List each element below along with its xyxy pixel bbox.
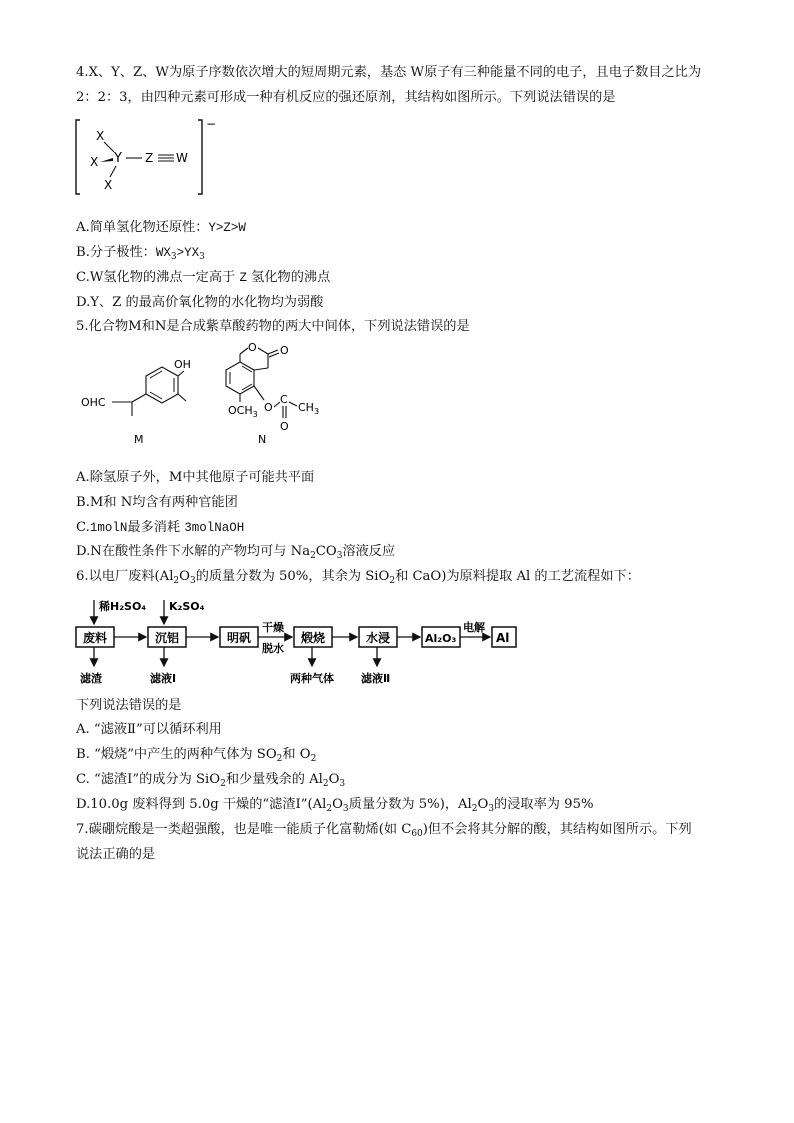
flow-out-filtrate1: 滤液Ⅰ xyxy=(150,672,177,685)
flow-label-dehydrate: 脱水 xyxy=(262,642,284,655)
q5-stem: 5.化合物M和N是合成紫草酸药物的两大中间体，下列说法错误的是 xyxy=(76,319,470,334)
n-ring-o: O xyxy=(248,341,257,354)
q5-option-d: D.N在酸性条件下水解的产物均可与 $Na_2CO_3$溶液反应 xyxy=(76,544,396,561)
q4-w-atom: W xyxy=(176,151,188,165)
q4-x-top: X xyxy=(96,129,105,143)
flow-reagent-k2so4: K₂SO₄ xyxy=(169,600,205,613)
q4-x-left: X xyxy=(90,155,99,169)
flow-box-waste: 废料 xyxy=(83,631,108,645)
n-ester-o: O xyxy=(264,401,273,414)
q4-option-d: D.Y、Z 的最高价氧化物的水化物均为弱酸 xyxy=(76,295,324,310)
q6-prompt: 下列说法错误的是 xyxy=(76,698,182,713)
q4-option-a: A.简单氢化物还原性：Y>Z>W xyxy=(76,220,246,235)
flow-box-leach: 水浸 xyxy=(366,631,391,645)
m-oh-label: OH xyxy=(174,358,191,371)
q5-option-b: B.M和 N均含有两种官能团 xyxy=(76,495,238,510)
q6-flowchart xyxy=(72,594,522,696)
q7-stem-line2: 说法正确的是 xyxy=(76,847,156,862)
n-ester-c: C xyxy=(280,393,288,406)
flow-out-gases: 两种气体 xyxy=(290,672,334,685)
n-och3-label: $OCH_3$ xyxy=(228,404,258,419)
m-label: M xyxy=(134,433,144,446)
q6-option-a: A. “滤液Ⅱ”可以循环利用 xyxy=(76,722,222,737)
flow-out-filtrate2: 滤液Ⅱ xyxy=(361,672,391,685)
q4-stem-line2: 2：2：3，由四种元素可形成一种有机反应的强还原剂，其结构如图所示。下列说法错误的是 xyxy=(76,90,616,105)
flow-label-dry: 干燥 xyxy=(262,621,284,634)
q4-stem-line1: 4.X、Y、Z、W为原子序数依次增大的短周期元素，基态 W原子有三种能量不同的电子，且电子数目之比为 xyxy=(76,65,702,80)
flow-box-al: Al xyxy=(496,631,510,645)
q5-option-a: A.除氢原子外，M中其他原子可能共平面 xyxy=(76,470,315,485)
flow-out-residue: 滤渣 xyxy=(80,672,102,685)
n-label: N xyxy=(258,433,267,446)
q6-stem: 6.以电厂废料($Al_2O_3$的质量分数为 50%，其余为 SiO$_2$和 CaO)为原料提取 Al 的工艺流程如下： xyxy=(76,569,640,586)
q4-option-b: B.分子极性：$WX_3>YX_3$ xyxy=(76,245,205,262)
n-carbonyl-o: O xyxy=(280,344,289,357)
q6-option-d: D.10.0g 废料得到 5.0g 干燥的“滤渣$Ⅰ”(Al_2O_3$质量分数为 5%)，$Al_2O_3$的浸取率为 95% xyxy=(76,797,594,814)
q4-option-c: C.W氢化物的沸点一定高于 Z 氢化物的沸点 xyxy=(76,270,331,285)
flow-box-precipitate: 沉铝 xyxy=(155,631,180,645)
q6-option-b: B. “煅烧”中产生的两种气体为 $SO_2$和 $O_2$ xyxy=(76,747,317,764)
q4-x-bottom: X xyxy=(104,178,113,192)
q5-structure-n xyxy=(218,340,348,456)
q7-stem-line1: 7.碳硼烷酸是一类超强酸，也是唯一能质子化富勒烯(如 $C_{60}$)但不会将其分解的酸，其结构如图所示。下列 xyxy=(76,822,692,839)
flow-reagent-h2so4: 稀H₂SO₄ xyxy=(99,600,147,613)
flow-label-electrolysis: 电解 xyxy=(463,621,485,634)
m-cho-label: OHC xyxy=(81,396,106,409)
q4-structure-figure xyxy=(70,116,220,202)
q6-option-c: C. “滤渣Ⅰ”的成分为 SiO$_2$和少量残余的 $Al_2O_3$ xyxy=(76,772,346,789)
q5-structure-m xyxy=(76,340,196,456)
q4-y-atom: Y xyxy=(114,151,122,166)
n-ester-carbonyl-o: O xyxy=(280,420,289,433)
q4-charge: − xyxy=(206,117,217,131)
n-ch3-label: $CH_3$ xyxy=(298,401,320,416)
flow-box-calcine: 煅烧 xyxy=(301,631,326,645)
flow-box-alum: 明矾 xyxy=(227,631,252,645)
q5-option-c: C.1molN最多消耗 3molNaOH xyxy=(76,520,245,535)
flow-box-alumina: Al₂O₃ xyxy=(425,632,457,645)
q4-z-atom: Z xyxy=(145,151,154,165)
